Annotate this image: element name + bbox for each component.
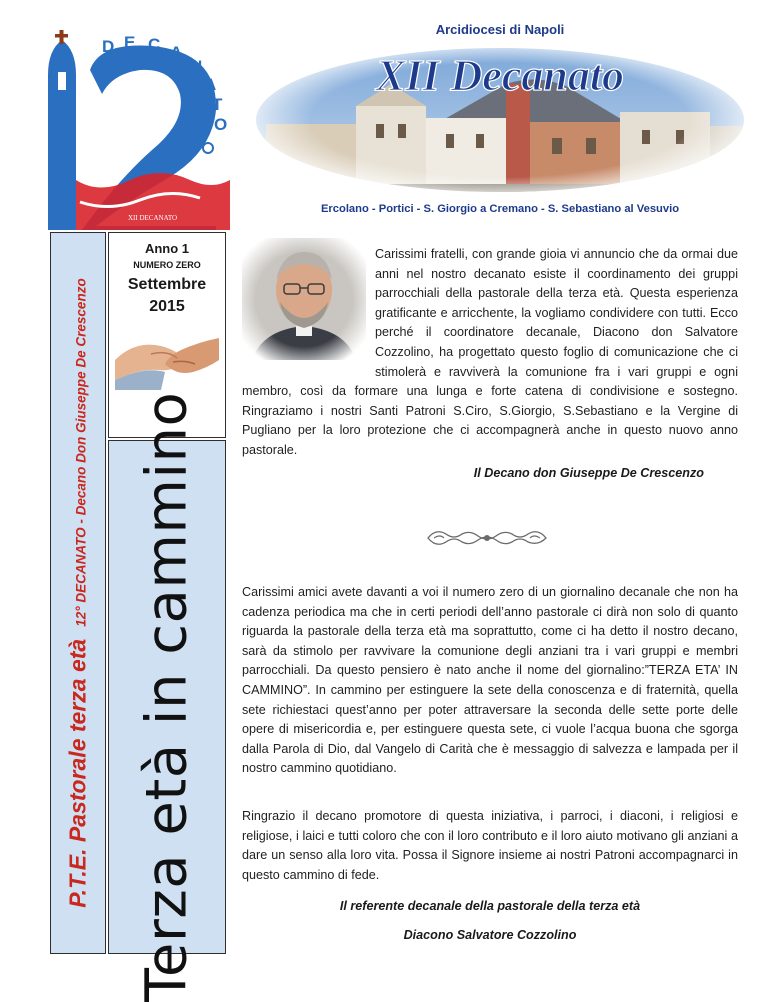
referente-signature-role: Il referente decanale della pastorale della terza età <box>339 899 641 913</box>
logo-letter: A <box>204 75 217 94</box>
body-paragraph-1: Carissimi amici avete davanti a voi il numero zero di un giornalino decanale che non ha cadenza periodica ma che in certi periodi dell’anno pastorale ci dirà non solo di quanto riguarda la pastorale della terza età ma soprattutto, come ci ha detto il nostro decano, sarà da stimolo per ravvivare la comunione degli anziani tra i vari gruppi e membri parrocchiali. Da questo pensiero è nato anche il nome del giornalino:”TERZA ETA’ IN CAMMINO”. In cammino per estinguere la sete della conoscenza e di fraternità, quella sete richiestaci quest’anno per poter attraversare la seconda delle sette porte delle opere di misericordia e, per estinguere questa sete, ci vuole l’acqua buona che sgorga dalla Parola di Dio, dal Vangelo di Carità che è messaggio di salvezza e lampada per il nostro cammino quotidiano. <box>242 585 738 776</box>
logo-letter: O <box>214 115 228 134</box>
newspaper-name-strip <box>108 391 226 1002</box>
intro-text: Carissimi fratelli, con grande gioia vi annuncio che da ormai due anni nel nostro decanato esiste il coordinamento dei gruppi parrocchiali della pastorale della terza età. Questa esperienza gratificante e arricchente, la vogliamo condividere con tutti. Ecco perché il coordinatore decanale, Diacono don Salvatore Cozzolino, ha progettato questo foglio di comunicazione che ci stimolerà e ravviverà la comunione fra i vari gruppi e ogni membro, così da formare una lunga e forte catena di condivisione e sostegno. Ringraziamo i nostri Santi Patroni S.Ciro, S.Giorgio, S.Sebastiano e la Vergine di Pugliano per la loro protezione che ci accompagnerà anche in questo nuovo anno pastorale. <box>242 247 738 457</box>
sidebar-title-sub: 12° DECANATO - Decano Don Giuseppe De Crescenzo <box>73 278 89 627</box>
sidebar-title-main: P.T.E. Pastorale terza età <box>64 638 91 908</box>
referente-signature-name: Diacono Salvatore Cozzolino <box>403 928 577 942</box>
issue-month: Settembre <box>127 276 207 293</box>
issue-number-label: NUMERO ZERO <box>133 260 201 270</box>
diocese-label: Arcidiocesi di Napoli <box>435 22 565 37</box>
logo-letter: A <box>170 43 183 62</box>
towns-label: Ercolano - Portici - S. Giorgio a Cremano - S. Sebastiano al Vesuvio <box>320 203 680 215</box>
body-paragraph-2: Ringrazio il decano promotore di questa iniziativa, i parroci, i diaconi, i religiosi e religiose, i laici e tutti coloro che con il loro contributo e il loro aiuto motivano gli anziani a dare un senso alla loro vita. Possa il Signore insieme ai nostri Patroni accompagnarci in questo cammino di fede. <box>242 809 738 882</box>
sidebar-title-strip <box>50 232 106 954</box>
issue-year-label: Anno 1 <box>144 241 190 256</box>
decano-signature: Il Decano don Giuseppe De Crescenzo <box>473 466 704 480</box>
holding-hands-photo <box>115 320 219 390</box>
decanato-12-logo-icon <box>40 30 240 230</box>
newspaper-name: Terza età in cammino <box>134 391 200 1002</box>
logo-letter: T <box>212 95 223 114</box>
logo-letter: E <box>124 33 136 52</box>
banner-title: XII Decanato <box>375 51 625 100</box>
logo-letter: D <box>102 37 115 56</box>
logo-number: 12 <box>40 30 42 31</box>
church-photo-banner <box>236 14 764 226</box>
ornamental-scroll-divider-icon <box>424 526 550 550</box>
intro-paragraph <box>242 245 738 480</box>
logo-caption: XII DECANATO <box>128 214 178 222</box>
logo-letter: C <box>148 35 161 54</box>
issue-year: 2015 <box>149 298 185 315</box>
logo-letter: N <box>190 57 203 76</box>
